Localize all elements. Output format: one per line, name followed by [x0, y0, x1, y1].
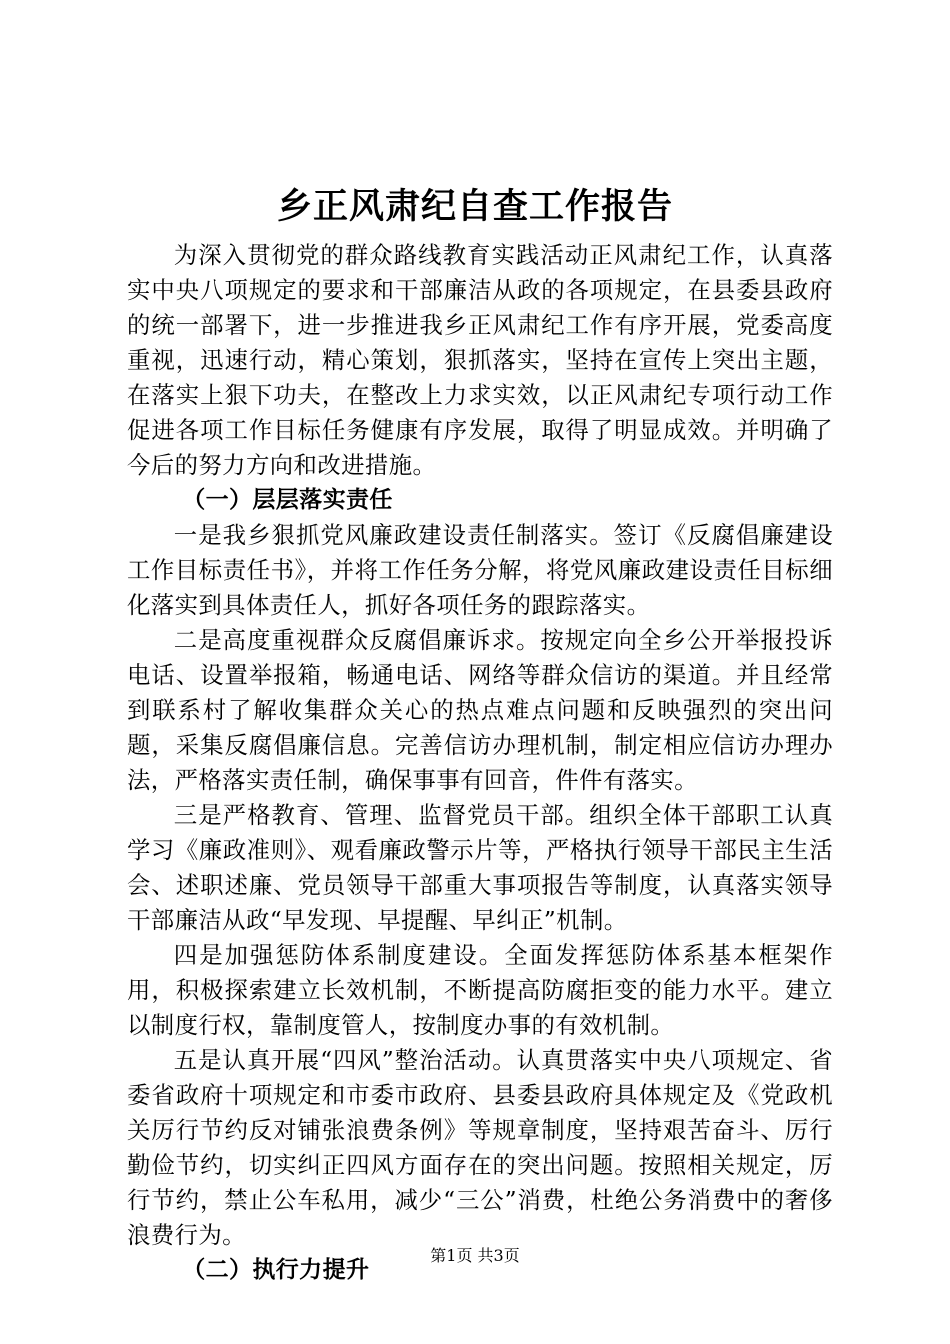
document-title: 乡正风肃纪自查工作报告 [276, 187, 673, 227]
section1-paragraph-2: 二是高度重视群众反腐倡廉诉求。按规定向全乡公开举报投诉电话、设置举报箱，畅通电话、网络等群众信访的渠道。并且经常到联系村了解收集群众关心的热点难点问题和反映强烈的突出问题，采集反腐倡廉信息。完善信访办理机制，制定相应信访办理办法，严格落实责任制，确保事事有回音，件件有落实。 [127, 626, 833, 794]
section1-paragraph-5: 五是认真开展“四风”整治活动。认真贯落实中央八项规定、省委省政府十项规定和市委市政府、县委县政府具体规定及《党政机关厉行节约反对铺张浪费条例》等规章制度，坚持艰苦奋斗、厉行勤俭节约，切实纠正四风方面存在的突出问题。按照相关规定，厉行节约，禁止公车私用，减少“三公”消费，杜绝公务消费中的奢侈浪费行为。 [127, 1046, 833, 1249]
intro-paragraph: 为深入贯彻党的群众路线教育实践活动正风肃纪工作，认真落实中央八项规定的要求和干部廉洁从政的各项规定，在县委县政府的统一部署下，进一步推进我乡正风肃纪工作有序开展，党委高度重视，迅速行动，精心策划，狠抓落实，坚持在宣传上突出主题，在落实上狠下功夫，在整改上力求实效，以正风肃纪专项行动工作促进各项工作目标任务健康有序发展，取得了明显成效。并明确了今后的努力方向和改进措施。 [127, 241, 833, 479]
section-heading-2: （二）执行力提升 [182, 1257, 370, 1283]
section1-paragraph-4: 四是加强惩防体系制度建设。全面发挥惩防体系基本框架作用，积极探索建立长效机制，不断提高防腐拒变的能力水平。建立以制度行权，靠制度管人，按制度办事的有效机制。 [127, 941, 833, 1039]
section1-paragraph-3: 三是严格教育、管理、监督党员干部。组织全体干部职工认真学习《廉政准则》、观看廉政警示片等，严格执行领导干部民主生活会、述职述廉、党员领导干部重大事项报告等制度，认真落实领导干部廉洁从政“早发现、早提醒、早纠正”机制。 [127, 801, 833, 934]
document-body [127, 238, 833, 1288]
page-footer: 第1页 共3页 [430, 1246, 520, 1265]
section1-paragraph-1: 一是我乡狠抓党风廉政建设责任制落实。签订《反腐倡廉建设工作目标责任书》，并将工作任务分解，将党风廉政建设责任目标细化落实到具体责任人，抓好各项任务的跟踪落实。 [127, 521, 833, 619]
section-heading-1: （一）层层落实责任 [182, 487, 393, 513]
